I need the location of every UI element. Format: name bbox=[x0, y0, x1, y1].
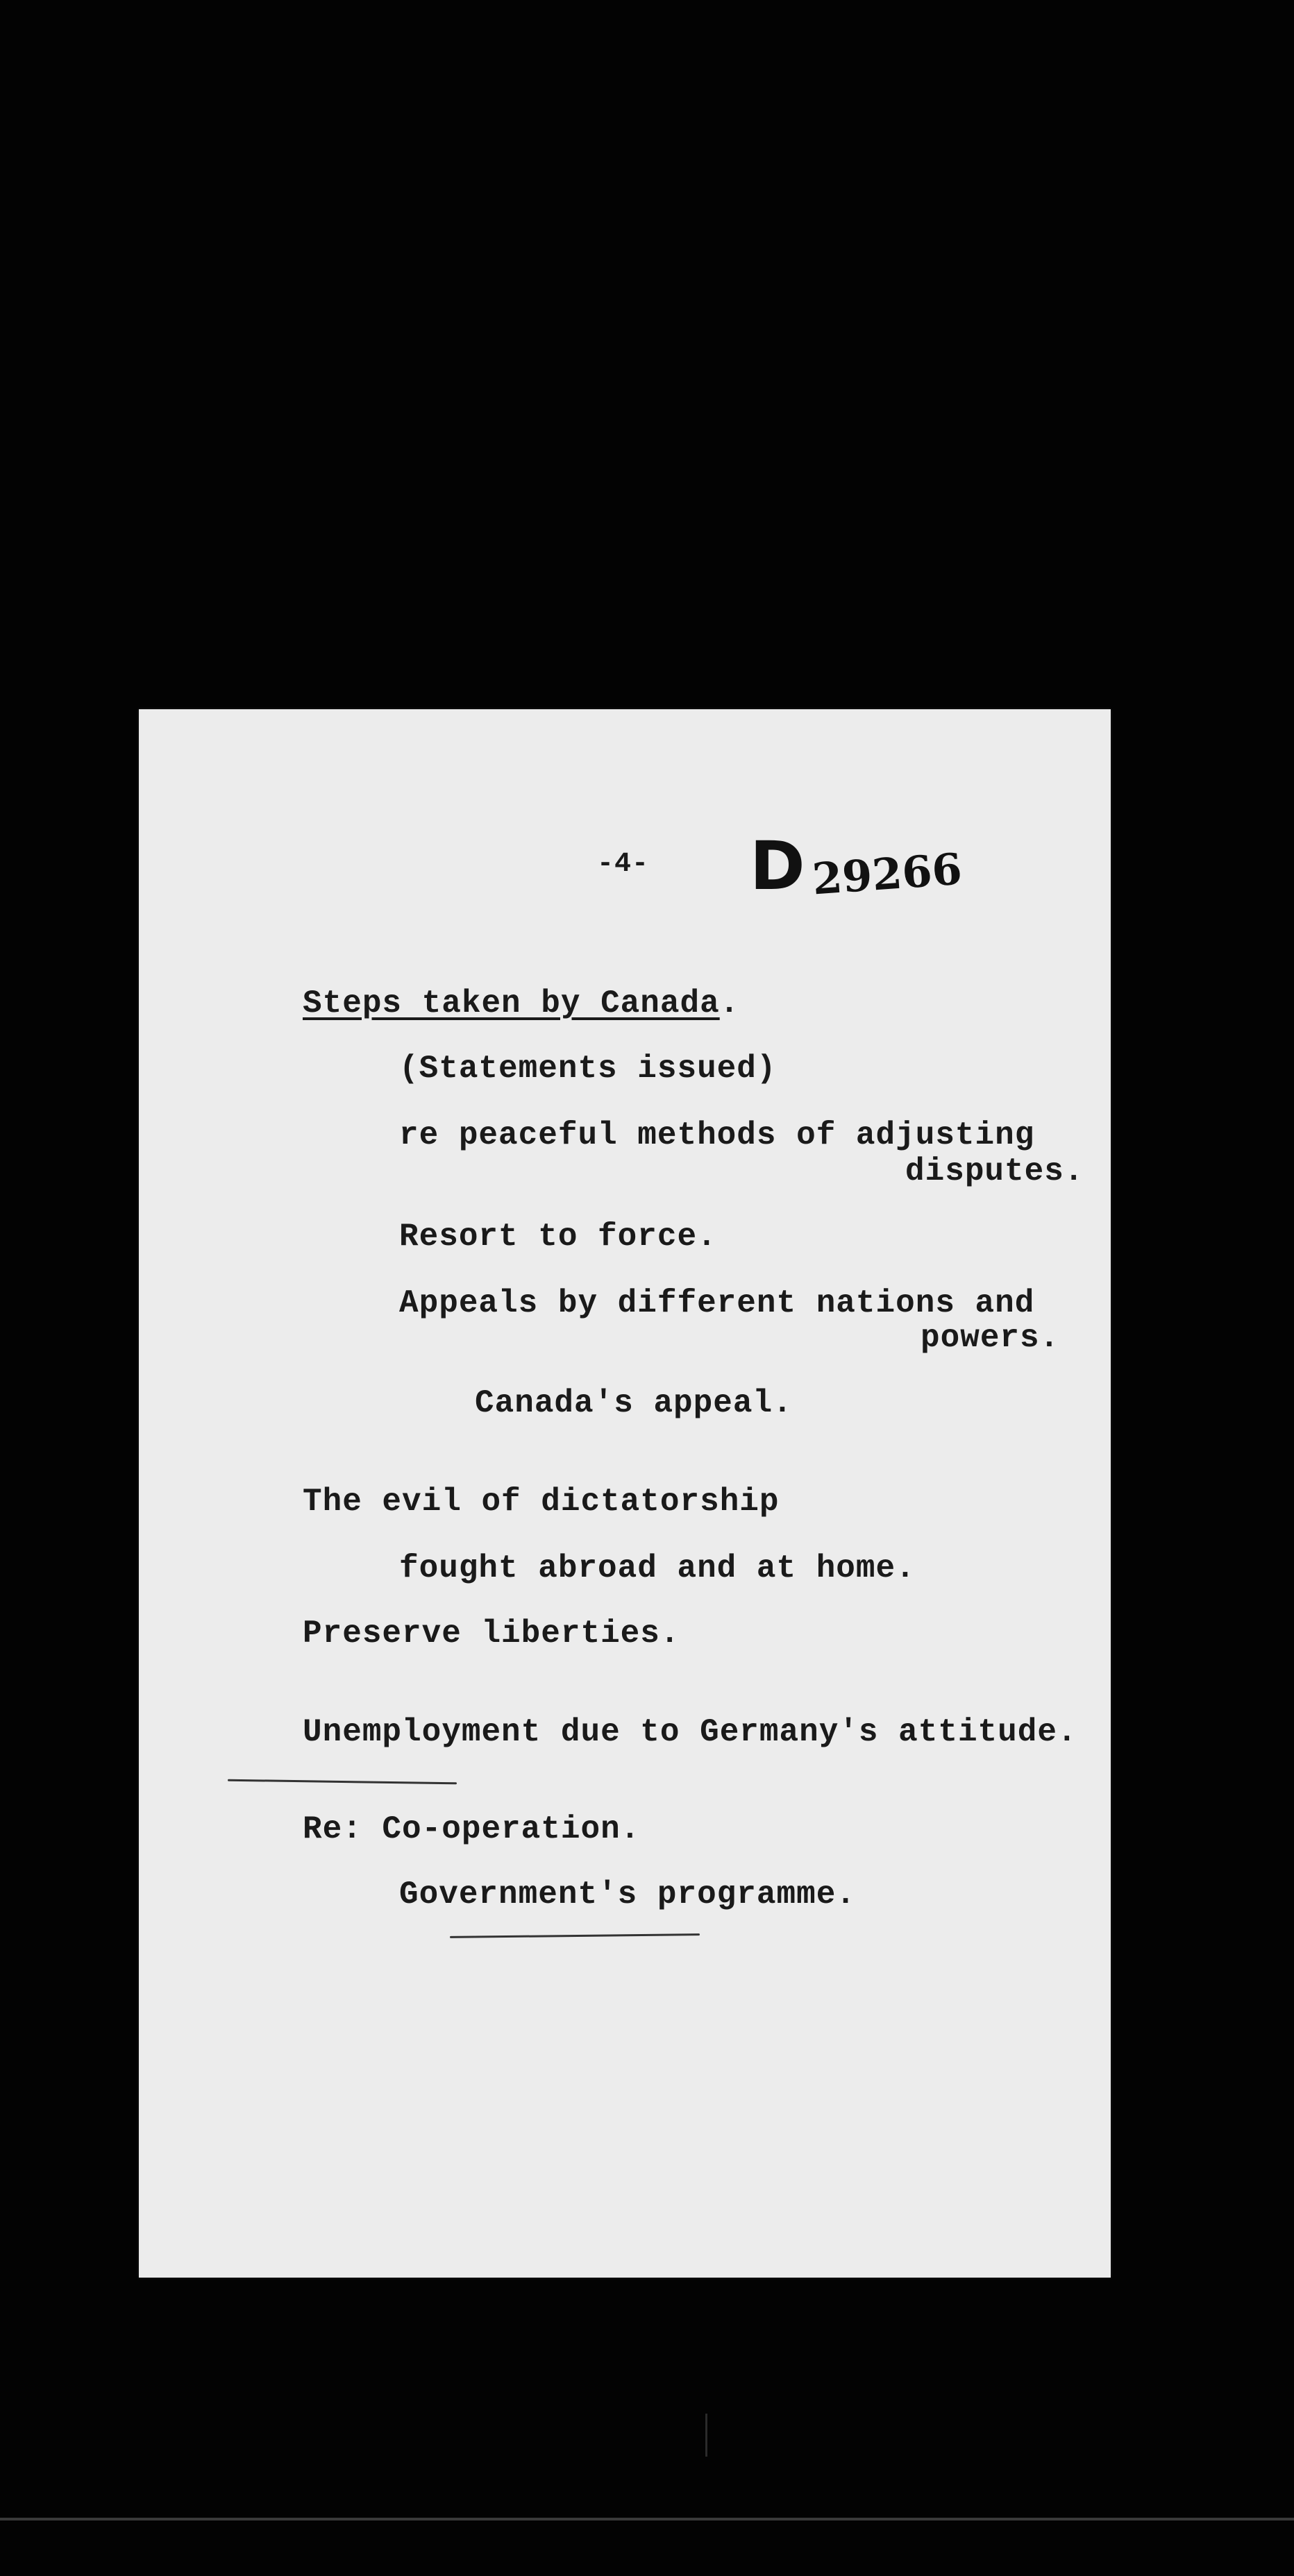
text-line: Government's programme. bbox=[399, 1876, 856, 1913]
text-line: Resort to force. bbox=[399, 1219, 717, 1255]
text-line: Appeals by different nations and bbox=[399, 1285, 1035, 1321]
text-line: Re: Co-operation. bbox=[303, 1811, 641, 1847]
film-edge-line bbox=[0, 2518, 1294, 2520]
page-number: -4- bbox=[597, 849, 650, 880]
text-line: re peaceful methods of adjusting bbox=[399, 1117, 1035, 1153]
text-line: The evil of dictatorship bbox=[303, 1484, 780, 1520]
section-heading bbox=[303, 985, 739, 1022]
text-line: disputes. bbox=[905, 1153, 1084, 1189]
document-page bbox=[139, 709, 1111, 2278]
text-line: Preserve liberties. bbox=[303, 1616, 680, 1652]
heading-period: . bbox=[719, 985, 740, 1022]
heading-text: Steps taken by Canada bbox=[303, 985, 720, 1022]
film-mark bbox=[705, 2414, 707, 2457]
handwritten-rule bbox=[228, 1779, 457, 1785]
text-line: Unemployment due to Germany's attitude. bbox=[303, 1714, 1077, 1750]
text-line: (Statements issued) bbox=[399, 1051, 777, 1087]
text-line: fought abroad and at home. bbox=[399, 1550, 916, 1586]
handwritten-rule bbox=[450, 1933, 700, 1938]
text-line: powers. bbox=[921, 1320, 1060, 1356]
stamp-prefix: D bbox=[750, 827, 805, 905]
document-stamp bbox=[750, 827, 964, 905]
stamp-number: 29266 bbox=[810, 843, 964, 905]
text-line: Canada's appeal. bbox=[475, 1385, 793, 1421]
